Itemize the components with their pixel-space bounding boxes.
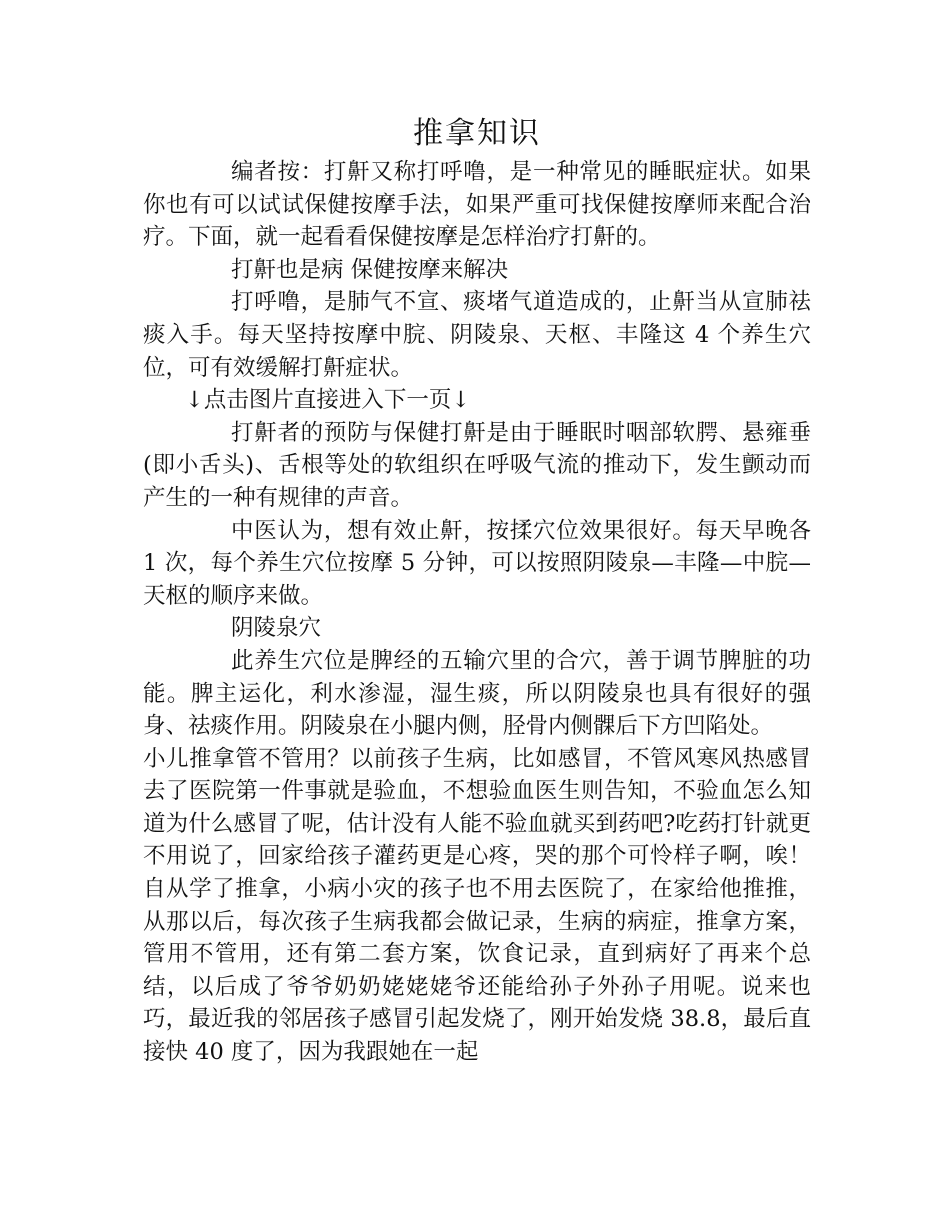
document-page — [143, 112, 811, 1069]
editor-note-paragraph: 编者按：打鼾又称打呼噜，是一种常见的睡眠症状。如果你也有可以试试保健按摩手法，如果严重可找保健按摩师来配合治疗。下面，就一起看看保健按摩是怎样治疗打鼾的。 — [143, 159, 811, 251]
yinlingquan-paragraph: 此养生穴位是脾经的五输穴里的合穴，善于调节脾脏的功能。脾主运化，利水渗湿，湿生痰，所以阴陵泉也具有很好的强身、祛痰作用。阴陵泉在小腿内侧，胫骨内侧髁后下方凹陷处。 — [143, 647, 811, 740]
tcm-method-paragraph: 中医认为，想有效止鼾，按揉穴位效果很好。每天早晚各 1 次，每个养生穴位按摩 5 分钟，可以按照阴陵泉—丰隆—中脘—天枢的顺序来做。 — [143, 517, 811, 609]
document-title: 推拿知识 — [413, 116, 541, 151]
next-page-link[interactable]: ↓点击图片直接进入下一页↓ — [185, 387, 471, 414]
prevention-paragraph: 打鼾者的预防与保健打鼾是由于睡眠时咽部软腭、悬雍垂(即小舌头)、舌根等处的软组织在呼吸气流的推动下，发生颤动而产生的一种有规律的声音。 — [143, 419, 811, 511]
section-heading-yinlingquan: 阴陵泉穴 — [231, 615, 322, 642]
snoring-cause-paragraph: 打呼噜，是肺气不宣、痰堵气道造成的，止鼾当从宣肺祛痰入手。每天坚持按摩中脘、阴陵泉、天枢、丰隆这 4 个养生穴位，可有效缓解打鼾症状。 — [143, 289, 811, 381]
section-heading-snoring: 打鼾也是病 保健按摩来解决 — [231, 256, 509, 283]
child-massage-paragraph: 小儿推拿管不管用？以前孩子生病，比如感冒，不管风寒风热感冒去了医院第一件事就是验血，不想验血医生则告知，不验血怎么知道为什么感冒了呢，估计没有人能不验血就买到药吧?吃药打针就更不用说了，回家给孩子灌药更是心疼，哭的那个可怜样子啊，唉！自从学了推拿，小病小灾的孩子也不用去医院了，在家给他推推，从那以后，每次孩子生病我都会做记录，生病的病症，推拿方案，管用不管用，还有第二套方案，饮食记录，直到病好了再来个总结，以后成了爷爷奶奶姥姥姥爷还能给孙子外孙子用呢。说来也巧，最近我的邻居孩子感冒引起发烧了，刚开始发烧 38.8，最后直接快 40 度了，因为我跟她在一起 — [143, 745, 811, 1066]
